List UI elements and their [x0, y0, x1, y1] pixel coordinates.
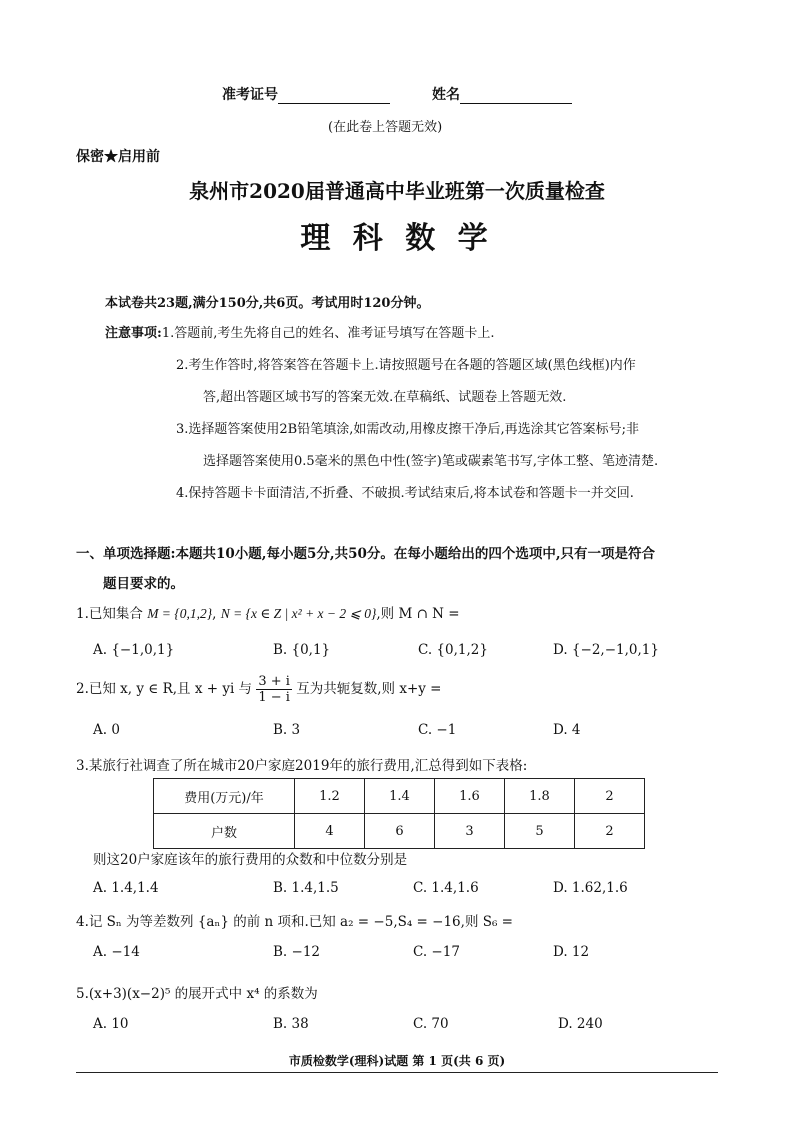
table-row: [154, 779, 645, 814]
table-cell: 2: [575, 779, 645, 814]
section-heading: 一、单项选择题:本题共10小题,每小题5分,共50分。在每小题给出的四个选项中,只有一项是符合: [76, 546, 656, 562]
q3-option-a: A. 1.4,1.4: [93, 880, 159, 896]
q3-option-c: C. 1.4,1.6: [413, 880, 479, 896]
exam-summary: 本试卷共23题,满分150分,共6页。考试用时120分钟。: [105, 296, 430, 311]
q5-option-d: D. 240: [558, 1016, 603, 1032]
question-4: 4.记 Sₙ 为等差数列 {aₙ} 的前 n 项和.已知 a₂ = −5,S₄ = −16,则 S₆ =: [76, 914, 513, 930]
q3-option-d: D. 1.62,1.6: [553, 880, 628, 896]
note-text: 1.答题前,考生先将自己的姓名、准考证号填写在答题卡上.: [161, 326, 495, 341]
name-label: 姓名: [432, 87, 460, 103]
note-text: 4.保持答题卡卡面清洁,不折叠、不破损.考试结束后,将本试卷和答题卡一并交回.: [176, 486, 634, 501]
table-header-cell: 费用(万元)/年: [154, 779, 295, 814]
q2-prefix: 2.已知 x, y ∈ R,且 x + yi 与: [76, 681, 253, 697]
question-5: 5.(x+3)(x−2)⁵ 的展开式中 x⁴ 的系数为: [76, 986, 318, 1002]
q1-set-m: M = {0,1,2}: [147, 606, 213, 621]
q2-option-b: B. 3: [273, 722, 301, 738]
table-header-cell: 户数: [154, 814, 295, 849]
table-cell: 5: [505, 814, 575, 849]
q1-set-n: N = {x ∈ Z | x² + x − 2 ⩽ 0}: [220, 606, 377, 621]
table-row: [154, 814, 645, 849]
table-cell: 3: [435, 814, 505, 849]
note-text: 选择题答案使用0.5毫米的黑色中性(签字)笔或碳素笔书写,字体工整、笔迹清楚.: [203, 454, 659, 469]
note-text: 答,超出答题区域书写的答案无效.在草稿纸、试题卷上答题无效.: [203, 390, 567, 405]
table-cell: 1.6: [435, 779, 505, 814]
q5-option-a: A. 10: [93, 1016, 129, 1032]
q2-fraction-den: 1 − i: [258, 690, 290, 705]
q1-option-b: B. {0,1}: [273, 642, 331, 658]
q2-suffix: 互为共轭复数,则 x+y =: [296, 681, 442, 697]
invalid-note: (在此卷上答题无效): [328, 120, 443, 135]
q3-after-text: 则这20户家庭该年的旅行费用的众数和中位数分别是: [93, 852, 408, 868]
q2-fraction: [256, 674, 292, 705]
table-cell: 1.4: [365, 779, 435, 814]
q1-sep: ,: [212, 606, 217, 622]
section-heading-cont: 题目要求的。: [103, 576, 184, 592]
q4-option-a: A. −14: [93, 944, 140, 960]
table-cell: 1.2: [295, 779, 365, 814]
q2-option-a: A. 0: [93, 722, 120, 738]
exam-id-label: 准考证号: [222, 87, 278, 103]
question-2: [76, 674, 442, 705]
q3-option-b: B. 1.4,1.5: [273, 880, 339, 896]
secret-mark: 保密★启用前: [76, 149, 160, 165]
q1-option-c: C. {0,1,2}: [418, 642, 488, 658]
table-cell: 1.8: [505, 779, 575, 814]
q2-option-d: D. 4: [553, 722, 581, 738]
note-text: 2.考生作答时,将答案答在答题卡上.请按照题号在各题的答题区域(黑色线框)内作: [176, 358, 636, 373]
fee-table: [153, 778, 645, 849]
q1-option-a: A. {−1,0,1}: [93, 642, 175, 658]
q5-option-c: C. 70: [413, 1016, 449, 1032]
note-text: 3.选择题答案使用2B铅笔填涂,如需改动,用橡皮擦干净后,再选涂其它答案标号;非: [176, 422, 640, 437]
q4-option-c: C. −17: [413, 944, 460, 960]
exam-id-blank: [278, 87, 390, 104]
name-field: [432, 84, 572, 104]
q2-option-c: C. −1: [418, 722, 457, 738]
notes-label: 注意事项:: [105, 326, 162, 341]
q1-suffix: ,则 M ∩ N =: [376, 606, 460, 622]
question-3: 3.某旅行社调查了所在城市20户家庭2019年的旅行费用,汇总得到如下表格:: [76, 758, 528, 774]
exam-id-field: [222, 84, 390, 104]
q4-option-d: D. 12: [553, 944, 590, 960]
table-cell: 2: [575, 814, 645, 849]
question-1: [76, 602, 460, 622]
page-title: 泉州市2020届普通高中毕业班第一次质量检查: [189, 179, 605, 203]
notes-line-1: [105, 322, 494, 341]
table-cell: 6: [365, 814, 435, 849]
q4-option-b: B. −12: [273, 944, 320, 960]
table-cell: 4: [295, 814, 365, 849]
name-blank: [460, 87, 572, 104]
page-footer: 市质检数学(理科)试题 第 1 页(共 6 页): [288, 1054, 506, 1068]
q2-fraction-num: 3 + i: [258, 674, 290, 689]
q5-option-b: B. 38: [273, 1016, 309, 1032]
footer-divider: [76, 1072, 718, 1073]
q1-prefix: 1.已知集合: [76, 606, 143, 622]
subject-title: 理 科 数 学: [300, 221, 494, 256]
q1-option-d: D. {−2,−1,0,1}: [553, 642, 659, 658]
